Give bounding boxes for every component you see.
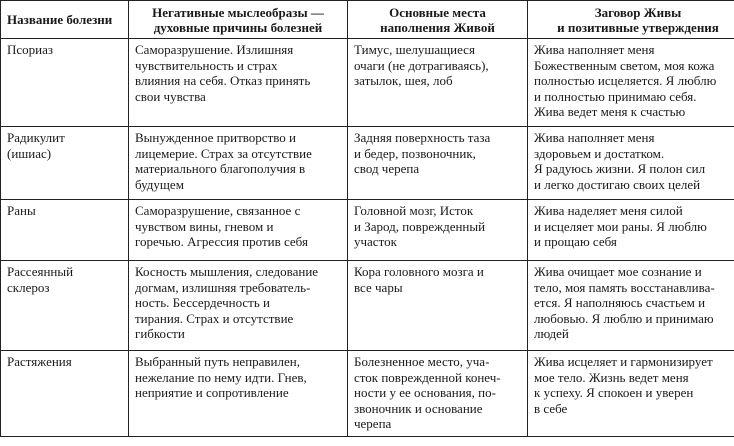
cell-line: Жива наполняет меня [534, 42, 655, 57]
cell-line: Выбранный путь неправилен, [135, 354, 300, 369]
cell-line: неприятие и сопротивление [135, 385, 289, 401]
cell-line: чувством вины, гневом и [135, 218, 274, 234]
cell-line: свод черепа [354, 161, 420, 177]
cell-disease [1, 200, 129, 261]
table-row [1, 351, 734, 437]
cell-line: ности у ее основания, по- [354, 385, 496, 401]
cell-line: Кора головного мозга и [354, 264, 484, 279]
cell-line: (ишиас) [7, 145, 52, 161]
cell-line: догмам, излишняя требователь- [135, 279, 311, 295]
cell-line: ность. Бессердечность и [135, 295, 270, 311]
cell-affirmation [528, 261, 734, 351]
cell-line: влияния на себя. Отказ принять [135, 73, 311, 89]
header-line: Название болезни [7, 12, 113, 27]
cell-line: нежелание по нему идти. Гнев, [135, 369, 307, 385]
cell-line: Я радуюсь жизни. Я полон сил [534, 161, 706, 177]
cell-line: людей [534, 326, 569, 342]
cell-line: Болезненное место, уча- [354, 354, 490, 369]
table-row [1, 200, 734, 261]
cell-affirmation [528, 351, 734, 437]
cell-line: сток поврежденной конеч- [354, 369, 501, 385]
cell-causes [129, 200, 348, 261]
cell-line: все чары [354, 279, 403, 295]
header-causes [129, 1, 348, 39]
cell-line: склероз [7, 279, 50, 295]
cell-causes [129, 39, 348, 127]
table-row [1, 127, 734, 200]
cell-line: Жива наполняет меня [534, 130, 655, 145]
cell-line: и прощаю себя [534, 234, 617, 250]
cell-line: полностью исцеляется. Я люблю [534, 73, 717, 89]
cell-places [348, 127, 528, 200]
cell-disease [1, 39, 129, 127]
header-places [348, 1, 528, 39]
cell-line: Растяжения [7, 354, 72, 369]
cell-line: и Зарод, поврежденный [354, 218, 486, 234]
cell-line: затылок, шея, лоб [354, 73, 453, 89]
header-line: Негативные мыслеобразы — [152, 4, 324, 20]
cell-line: Псориаз [7, 42, 54, 57]
cell-affirmation [528, 127, 734, 200]
header-line: Заговор Живы [594, 4, 682, 20]
table-header-row [1, 1, 734, 39]
cell-line: Саморазрушение, связанное с [135, 203, 301, 218]
cell-line: гибкости [135, 326, 185, 342]
cell-line: в себе [534, 400, 568, 416]
cell-affirmation [528, 39, 734, 127]
header-line: и позитивные утверждения [557, 19, 719, 35]
cell-line: очаги (не дотрагиваясь), [354, 57, 489, 73]
cell-places [348, 200, 528, 261]
cell-line: Жива очищает мое сознание и [534, 264, 702, 279]
cell-line: Саморазрушение. Излишняя [135, 42, 294, 57]
cell-line: и бедер, позвоночник, [354, 145, 476, 161]
header-line: наполнения Живой [380, 19, 495, 35]
cell-line: Божественным светом, моя кожа [534, 57, 715, 73]
cell-line: и полностью принимаю себя. [534, 88, 697, 104]
cell-disease [1, 127, 129, 200]
table-row [1, 261, 734, 351]
cell-line: горечью. Агрессия против себя [135, 234, 308, 250]
header-line: духовные причины болезней [153, 19, 323, 35]
cell-line: лицемерие. Страх за отсутствие [135, 145, 312, 161]
cell-line: Головной мозг, Исток [354, 203, 474, 218]
cell-line: тело, моя память восстанавлива- [534, 279, 715, 295]
header-disease [1, 1, 129, 39]
cell-causes [129, 127, 348, 200]
cell-line: к успеху. Я спокоен и уверен [534, 385, 694, 401]
cell-line: Тимус, шелушащиеся [354, 42, 475, 57]
table-row [1, 39, 734, 127]
cell-line: черепа [354, 416, 392, 432]
cell-line: любовью. Я люблю и принимаю [534, 310, 714, 326]
cell-line: Задняя поверхность таза [354, 130, 491, 145]
cell-line: Рассеянный [7, 264, 74, 279]
cell-line: материального благополучия в [135, 161, 306, 177]
cell-line: Радикулит [7, 130, 65, 145]
cell-line: участок [354, 234, 397, 250]
cell-line: тирания. Страх и отсутствие [135, 310, 294, 326]
cell-line: и легко достигаю своих целей [534, 176, 701, 192]
cell-line: звоночник и основание [354, 400, 483, 416]
cell-line: Косность мышления, следование [135, 264, 319, 279]
cell-line: свои чувства [135, 88, 206, 104]
cell-causes [129, 261, 348, 351]
cell-line: и исцеляет мои раны. Я люблю [534, 218, 707, 234]
cell-line: мое тело. Жизнь ведет меня [534, 369, 689, 385]
cell-affirmation [528, 200, 734, 261]
cell-line: Раны [7, 203, 36, 218]
cell-places [348, 351, 528, 437]
cell-places [348, 39, 528, 127]
cell-line: Жива исцеляет и гармонизирует [534, 354, 713, 369]
cell-disease [1, 351, 129, 437]
cell-disease [1, 261, 129, 351]
cell-line: ется. Я наполняюсь счастьем и [534, 295, 706, 311]
header-line: Основные места [389, 4, 486, 20]
cell-line: Вынужденное притворство и [135, 130, 297, 145]
cell-causes [129, 351, 348, 437]
cell-line: здоровьем и достатком. [534, 145, 665, 161]
cell-line: чувствительность и страх [135, 57, 278, 73]
cell-line: будущем [135, 176, 184, 192]
cell-line: Жива наделяет меня силой [534, 203, 683, 218]
header-affirmation [528, 1, 734, 39]
cell-places [348, 261, 528, 351]
cell-line: Жива ведет меня к счастью [534, 104, 686, 120]
